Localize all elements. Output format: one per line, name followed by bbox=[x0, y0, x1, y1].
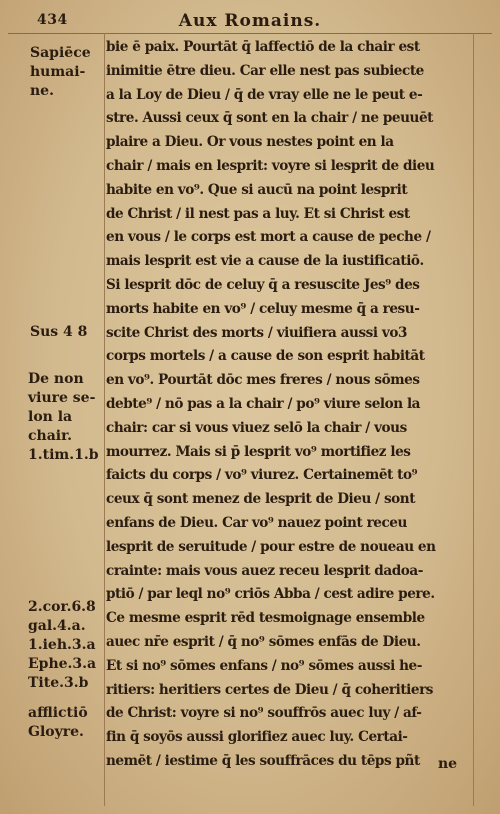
text-line: morts habite en vo⁹ / celuy mesme q̄ a resu- bbox=[106, 300, 420, 317]
text-line: plaire a Dieu. Or vous nestes point en la bbox=[106, 134, 394, 151]
margin-note bbox=[28, 704, 88, 742]
text-line: habite en vo⁹. Que si aucū na point lesprit bbox=[106, 181, 408, 198]
text-line: ceux q̄ sont menez de lesprit de Dieu / sont bbox=[106, 491, 416, 508]
margin-note-line: chair. bbox=[28, 428, 73, 444]
margin-note-line: viure se- bbox=[28, 390, 96, 406]
text-line: Et si no⁹ sōmes enfans / no⁹ sōmes aussi he- bbox=[106, 657, 422, 674]
margin-note bbox=[30, 44, 91, 101]
text-line: enfans de Dieu. Car vo⁹ nauez point receu bbox=[106, 514, 407, 531]
margin-note-line: 1.tim.1.b bbox=[28, 447, 99, 463]
text-line: crainte: mais vous auez receu lesprit dadoa- bbox=[106, 562, 423, 579]
text-line: lesprit de seruitude / pour estre de noueau en bbox=[106, 538, 436, 555]
margin-note bbox=[28, 598, 96, 693]
margin-note-line: Sus 4 8 bbox=[30, 324, 88, 340]
margin-note-line: Gloyre. bbox=[28, 724, 84, 740]
margin-rule bbox=[104, 33, 105, 806]
header-rule bbox=[8, 33, 492, 34]
margin-note-line: humai- bbox=[30, 64, 86, 80]
text-line: mourrez. Mais si p̄ lesprit vo⁹ mortifiez les bbox=[106, 443, 411, 460]
margin-note-line: gal.4.a. bbox=[28, 618, 86, 634]
margin-note-line: ne. bbox=[30, 83, 54, 99]
text-line: de Christ: voyre si no⁹ souffrōs auec luy / af- bbox=[106, 705, 422, 722]
margin-note-line: De non bbox=[28, 371, 84, 387]
text-line: inimitie ētre dieu. Car elle nest pas subiecte bbox=[106, 62, 424, 79]
margin-note bbox=[28, 370, 99, 465]
margin-note-line: 1.ieh.3.a bbox=[28, 637, 96, 653]
margin-note-line: afflictiō bbox=[28, 705, 88, 721]
text-line: nemēt / iestime q̄ les souffrāces du tēps pñt bbox=[106, 752, 420, 769]
text-line: ritiers: heritiers certes de Dieu / q̄ coheritiers bbox=[106, 681, 433, 698]
page-header bbox=[0, 10, 500, 32]
margin-note-line: Tite.3.b bbox=[28, 675, 89, 691]
running-title: Aux Romains. bbox=[178, 11, 322, 31]
text-line: auec nr̄e esprit / q̄ no⁹ sōmes enfās de Dieu. bbox=[106, 633, 421, 650]
text-line: chair / mais en lesprit: voyre si lesprit de dieu bbox=[106, 157, 435, 174]
margin-notes bbox=[8, 40, 102, 800]
text-line: scite Christ des morts / viuifiera aussi vo3 bbox=[106, 324, 407, 341]
main-text-block bbox=[106, 36, 470, 774]
text-line: Si lesprit dōc de celuy q̄ a resuscite Jes⁹ des bbox=[106, 276, 420, 293]
text-line: Ce mesme esprit rēd tesmoignage ensemble bbox=[106, 610, 425, 627]
text-line: corps mortels / a cause de son esprit habitāt bbox=[106, 348, 425, 365]
folio-number: 434 bbox=[37, 12, 68, 28]
text-line: chair: car si vous viuez selō la chair / vous bbox=[106, 419, 407, 436]
margin-note-line: 2.cor.6.8 bbox=[28, 599, 96, 615]
text-line: ptiō / par leql no⁹ criōs Abba / cest adire pere. bbox=[106, 586, 435, 603]
text-line: bie ē paix. Pourtāt q̄ laffectiō de la chair est bbox=[106, 39, 420, 55]
text-line: a la Loy de Dieu / q̄ de vray elle ne le peut e- bbox=[106, 86, 423, 103]
margin-note-line: Sapiēce bbox=[30, 45, 91, 61]
text-line: fin q̄ soyōs aussi glorifiez auec luy. Certai- bbox=[106, 729, 408, 746]
text-line: en vous / le corps est mort a cause de peche / bbox=[106, 229, 431, 246]
catchword: ne bbox=[438, 756, 458, 772]
text-line: de Christ / il nest pas a luy. Et si Christ est bbox=[106, 205, 410, 222]
margin-note-line: lon la bbox=[28, 409, 73, 425]
text-line: mais lesprit est vie a cause de la iustificatiō. bbox=[106, 253, 424, 270]
text-line: en vo⁹. Pourtāt dōc mes freres / nous sōmes bbox=[106, 372, 420, 389]
text-line: stre. Aussi ceux q̄ sont en la chair / ne peuuēt bbox=[106, 110, 433, 127]
text-line: debte⁹ / nō pas a la chair / po⁹ viure selon la bbox=[106, 395, 421, 412]
text-line: faicts du corps / vo⁹ viurez. Certainemēt to⁹ bbox=[106, 467, 418, 484]
right-margin-rule bbox=[473, 33, 474, 806]
margin-note-line: Ephe.3.a bbox=[28, 656, 97, 672]
margin-note bbox=[30, 323, 87, 342]
